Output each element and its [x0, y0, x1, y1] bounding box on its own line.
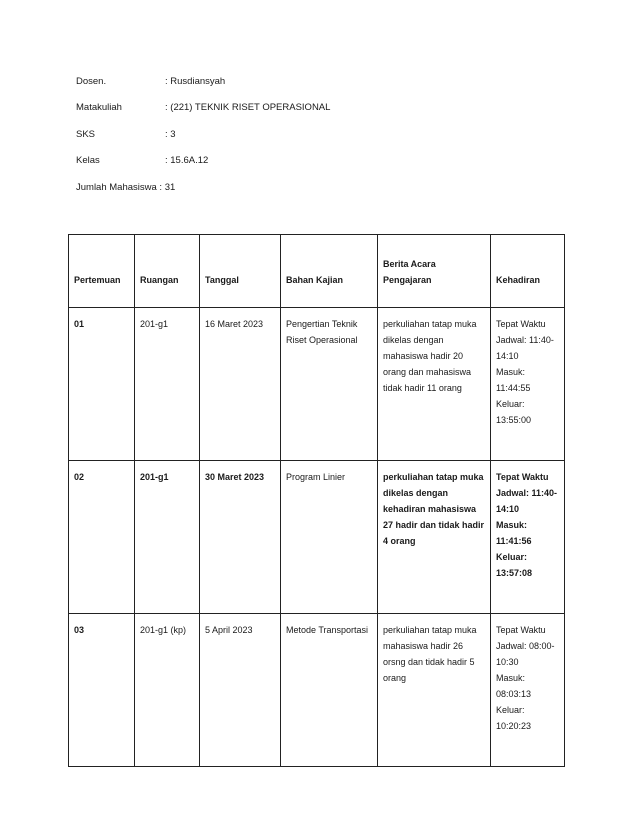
cell-ruangan: 201-g1 — [135, 461, 200, 614]
kehadiran-jadwal: Jadwal: 11:40-14:10 — [496, 335, 554, 361]
col-header-kehadiran: Kehadiran — [491, 235, 565, 308]
cell-berita: perkuliahan tatap muka mahasiswa hadir 26 orsng dan tidak hadir 5 orang — [378, 614, 491, 767]
cell-ruangan: 201-g1 (kp) — [135, 614, 200, 767]
cell-pertemuan: 01 — [69, 308, 135, 461]
kehadiran-keluar: Keluar: 13:55:00 — [496, 399, 532, 425]
cell-tanggal: 16 Maret 2023 — [200, 308, 281, 461]
kehadiran-keluar: Keluar: 13:57:08 — [496, 552, 533, 578]
cell-bahan: Pengertian Teknik Riset Operasional — [281, 308, 378, 461]
dosen-value: : Rusdiansyah — [165, 76, 226, 87]
cell-berita: perkuliahan tatap muka dikelas dengan kehadiran mahasiswa 27 hadir dan tidak hadir 4 orang — [378, 461, 491, 614]
dosen-label: Dosen. — [76, 76, 107, 87]
table-header-row — [69, 235, 565, 308]
cell-ruangan: 201-g1 — [135, 308, 200, 461]
cell-bahan: Program Linier — [281, 461, 378, 614]
cell-bahan: Metode Transportasi — [281, 614, 378, 767]
attendance-table — [68, 234, 565, 767]
kehadiran-keluar: Keluar: 10:20:23 — [496, 705, 532, 731]
col-header-tanggal: Tanggal — [200, 235, 281, 308]
kehadiran-masuk: Masuk: 08:03:13 — [496, 673, 532, 699]
jumlah-mahasiswa: Jumlah Mahasiswa : 31 — [76, 182, 176, 193]
col-header-pertemuan: Pertemuan — [69, 235, 135, 308]
col-header-bahan-kajian: Bahan Kajian — [281, 235, 378, 308]
table-row — [69, 614, 565, 767]
sks-value: : 3 — [165, 129, 176, 140]
cell-pertemuan: 03 — [69, 614, 135, 767]
kelas-label: Kelas — [76, 155, 100, 166]
cell-tanggal: 30 Maret 2023 — [200, 461, 281, 614]
kehadiran-status: Tepat Waktu — [496, 625, 546, 635]
kehadiran-status: Tepat Waktu — [496, 472, 549, 482]
col-header-ruangan: Ruangan — [135, 235, 200, 308]
cell-tanggal: 5 April 2023 — [200, 614, 281, 767]
cell-pertemuan: 02 — [69, 461, 135, 614]
col-header-berita-acara: Berita Acara Pengajaran — [378, 235, 491, 308]
kehadiran-masuk: Masuk: 11:44:55 — [496, 367, 531, 393]
kehadiran-jadwal: Jadwal: 08:00-10:30 — [496, 641, 555, 667]
matakuliah-value: : (221) TEKNIK RISET OPERASIONAL — [165, 102, 331, 113]
cell-berita: perkuliahan tatap muka dikelas dengan mahasiswa hadir 20 orang dan mahasiswa tidak hadir 11 orang — [378, 308, 491, 461]
sks-label: SKS — [76, 129, 96, 140]
table-row — [69, 308, 565, 461]
cell-kehadiran — [491, 461, 565, 614]
kehadiran-jadwal: Jadwal: 11:40-14:10 — [496, 488, 558, 514]
table-row — [69, 461, 565, 614]
matakuliah-label: Matakuliah — [76, 102, 122, 113]
kelas-value: : 15.6A.12 — [165, 155, 209, 166]
cell-kehadiran — [491, 308, 565, 461]
kehadiran-status: Tepat Waktu — [496, 319, 546, 329]
cell-kehadiran — [491, 614, 565, 767]
kehadiran-masuk: Masuk: 11:41:56 — [496, 520, 532, 546]
